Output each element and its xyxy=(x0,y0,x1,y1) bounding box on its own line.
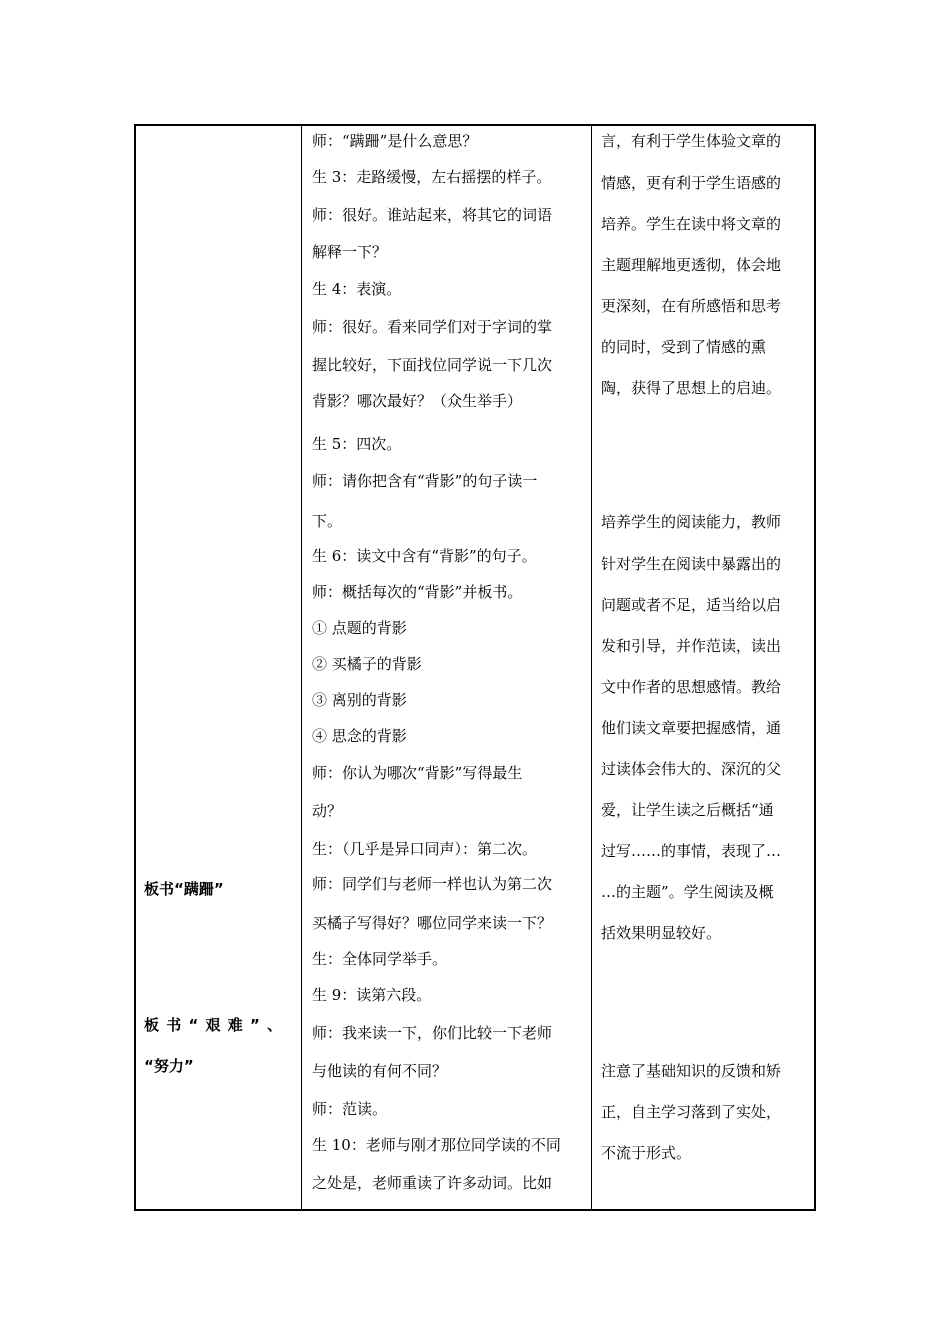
dialogue-line: 买橘子写得好？哪位同学来读一下？ xyxy=(312,914,553,932)
dialogue-line: 生：全体同学举手。 xyxy=(312,950,448,968)
dialogue-line: 下。 xyxy=(312,512,343,530)
dialogue-line: 之处是，老师重读了许多动词。比如 xyxy=(312,1174,553,1192)
dialogue-line: 生 3：走路缓慢，左右摇摆的样子。 xyxy=(312,168,552,186)
commentary-line: 主题理解地更透彻，体会地 xyxy=(601,256,782,274)
dialogue-line: ① 点题的背影 xyxy=(312,619,407,637)
commentary-line: 的同时，受到了情感的熏 xyxy=(601,338,767,356)
dialogue-line: 师：同学们与老师一样也认为第二次 xyxy=(312,875,553,893)
board-note: “努力” xyxy=(144,1057,194,1075)
board-note: 板书“蹒跚” xyxy=(144,880,224,898)
dialogue-line: ③ 离别的背影 xyxy=(312,691,407,709)
dialogue-line: ② 买橘子的背影 xyxy=(312,655,422,673)
dialogue-line: 师：很好。看来同学们对于字词的掌 xyxy=(312,318,553,336)
dialogue-line: 师：范读。 xyxy=(312,1100,388,1118)
commentary-line: 更深刻，在有所感悟和思考 xyxy=(601,297,782,315)
dialogue-line: 握比较好，下面找位同学说一下几次 xyxy=(312,356,553,374)
dialogue-column xyxy=(312,126,592,1209)
commentary-line: 括效果明显较好。 xyxy=(601,924,722,942)
dialogue-line: 动？ xyxy=(312,802,343,820)
commentary-line: 不流于形式。 xyxy=(601,1144,692,1162)
commentary-line: 针对学生在阅读中暴露出的 xyxy=(601,555,782,573)
commentary-line: 发和引导，并作范读，读出 xyxy=(601,637,782,655)
commentary-line: 注意了基础知识的反馈和矫 xyxy=(601,1062,782,1080)
dialogue-line: 师：“蹒跚”是什么意思？ xyxy=(312,132,478,150)
dialogue-line: 师：请你把含有“背影”的句子读一 xyxy=(312,472,538,490)
dialogue-line: 解释一下？ xyxy=(312,243,388,261)
commentary-line: 言，有利于学生体验文章的 xyxy=(601,132,782,150)
commentary-line: …的主题”。学生阅读及概 xyxy=(601,883,774,901)
commentary-line: 培养学生的阅读能力，教师 xyxy=(601,513,782,531)
commentary-line: 他们读文章要把握感情，通 xyxy=(601,719,782,737)
dialogue-line: 师：你认为哪次“背影”写得最生 xyxy=(312,764,523,782)
commentary-line: 过读体会伟大的、深沉的父 xyxy=(601,760,782,778)
commentary-line: 陶，获得了思想上的启迪。 xyxy=(601,379,782,397)
dialogue-line: 生 5：四次。 xyxy=(312,435,402,453)
dialogue-line: 生 10：老师与刚才那位同学读的不同 xyxy=(312,1136,561,1154)
dialogue-line: 师：我来读一下，你们比较一下老师 xyxy=(312,1024,553,1042)
column-divider xyxy=(301,126,302,1209)
commentary-column xyxy=(601,126,816,1209)
dialogue-line: 师：概括每次的“背影”并板书。 xyxy=(312,583,523,601)
board-note: 板 书 “ 艰 难 ” 、 xyxy=(144,1016,284,1034)
dialogue-line: 生：（几乎是异口同声）：第二次。 xyxy=(312,840,538,858)
commentary-line: 爱，让学生读之后概括“通 xyxy=(601,801,774,819)
commentary-line: 情感，更有利于学生语感的 xyxy=(601,174,782,192)
dialogue-line: 与他读的有何不同？ xyxy=(312,1062,448,1080)
dialogue-line: 生 9：读第六段。 xyxy=(312,986,432,1004)
commentary-line: 文中作者的思想感情。教给 xyxy=(601,678,782,696)
dialogue-line: ④ 思念的背影 xyxy=(312,727,407,745)
commentary-line: 正，自主学习落到了实处， xyxy=(601,1103,782,1121)
commentary-line: 过写……的事情，表现了… xyxy=(601,842,782,860)
dialogue-line: 生 4：表演。 xyxy=(312,280,402,298)
commentary-line: 问题或者不足，适当给以启 xyxy=(601,596,782,614)
dialogue-line: 生 6：读文中含有“背影”的句子。 xyxy=(312,547,537,565)
notes-column xyxy=(136,126,301,1209)
dialogue-line: 背影？哪次最好？（众生举手） xyxy=(312,392,523,410)
dialogue-line: 师：很好。谁站起来，将其它的词语 xyxy=(312,206,553,224)
commentary-line: 培养。学生在读中将文章的 xyxy=(601,215,782,233)
lesson-plan-table xyxy=(134,124,816,1211)
